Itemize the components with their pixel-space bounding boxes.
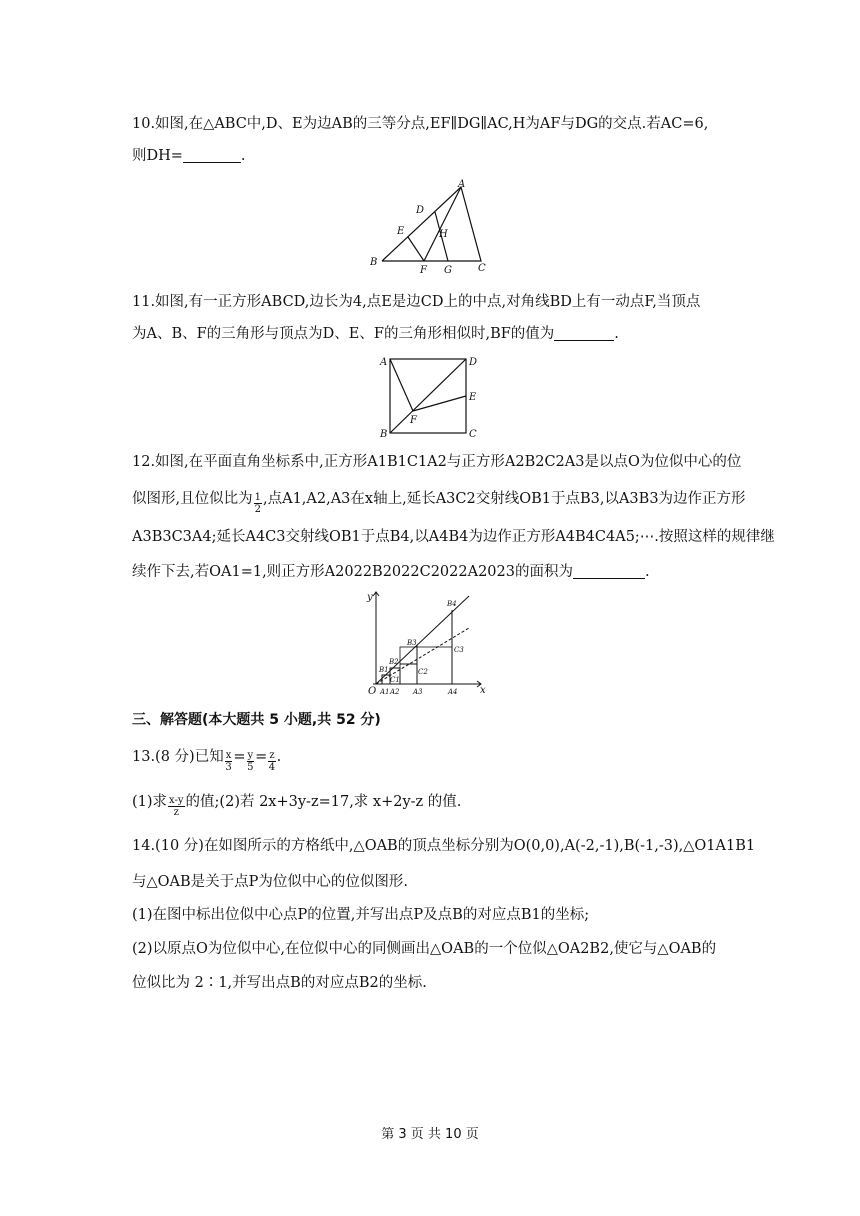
q12-label-y: y: [367, 592, 373, 603]
q12-label-x: x: [480, 685, 486, 696]
q12-line2-b: ,点A1,A2,A3在x轴上,延长A3C2交射线OB1于点B3,以A3B3为边作正方形: [262, 491, 746, 507]
q12-coordinate-figure: [365, 588, 495, 698]
q11-label-e: E: [469, 392, 477, 403]
q14-line2: 与△OAB是关于点P为位似中心的位似图形.: [132, 874, 409, 890]
q12-label-a1: A1: [380, 688, 390, 696]
q13-f4-num: x-y: [169, 795, 184, 806]
q13-f3-num: z: [269, 750, 275, 761]
q12-ratio-num: 1: [254, 492, 261, 503]
q13-line2: [132, 792, 461, 818]
q13-f2-num: y: [247, 750, 254, 761]
q11-label-a: A: [380, 357, 388, 368]
q12-label-c3: C3: [454, 646, 464, 654]
q12-ratio-den: 2: [254, 504, 261, 515]
q11-label-b: B: [380, 429, 388, 440]
q12-label-a3: A3: [413, 688, 423, 696]
section-title: 三、解答题(本大题共 5 小题,共 52 分): [132, 712, 381, 728]
q10-label-h: H: [439, 229, 448, 240]
q10-line2-end: .: [240, 148, 246, 164]
q13-eq1: =: [233, 749, 246, 765]
q10-label-e: E: [397, 226, 405, 237]
q13-fraction-x: [225, 750, 233, 773]
q13-fraction-z: [268, 750, 275, 773]
q10-line2-text: 则DH=: [132, 148, 183, 164]
q10-label-g: G: [444, 265, 452, 276]
q13-end: .: [276, 749, 282, 765]
q13-fraction-xyz: [168, 795, 185, 818]
q10-label-f: F: [420, 265, 427, 276]
q12-label-c2: C2: [418, 668, 428, 676]
q11-label-f: F: [410, 415, 417, 426]
q10-label-a: A: [458, 179, 466, 190]
q12-label-b3: B3: [407, 639, 417, 647]
q13-f1-num: x: [225, 750, 232, 761]
q11-line1: 11.如图,有一正方形ABCD,边长为4,点E是边CD上的中点,对角线BD上有一动点F,当顶点: [132, 294, 701, 310]
q12-line2: [132, 489, 746, 515]
q12-label-o: O: [368, 686, 377, 697]
q12-line4: [132, 562, 650, 582]
q12-label-b1: B1: [379, 666, 389, 674]
q13-eq2: =: [255, 749, 268, 765]
q10-line1: 10.如图,在△ABC中,D、E为边AB的三等分点,EF∥DG∥AC,H为AF与DG的交点.若AC=6,: [132, 116, 709, 132]
q12-label-b2: B2: [389, 658, 399, 666]
q12-line2-a: 似图形,且位似比为: [132, 491, 253, 507]
page-footer: 第 3 页 共 10 页: [381, 1127, 479, 1142]
q12-line4-text: 续作下去,若OA1=1,则正方形A2022B2022C2022A2023的面积为: [132, 564, 573, 580]
q12-label-b4: B4: [447, 600, 457, 608]
q14-line4: (2)以原点O为位似中心,在位似中心的同侧画出△OAB的一个位似△OA2B2,使它与△OAB的: [132, 941, 717, 957]
q13-p1-a: (1)求: [132, 794, 168, 810]
q12-label-a4: A4: [448, 688, 458, 696]
q13-f2-den: 5: [247, 762, 254, 773]
q11-answer-blank: [554, 326, 614, 341]
q13-p1-b: 的值;(2)若 2x+3y-z=17,求 x+2y-z 的值.: [185, 794, 462, 810]
q13-f3-den: 4: [268, 762, 276, 773]
q11-line2: [132, 324, 619, 344]
q12-line4-end: .: [644, 564, 650, 580]
q13-fraction-y: [247, 750, 255, 773]
q12-ratio-fraction: [254, 492, 262, 515]
q12-line3: A3B3C3A4;延长A4C3交射线OB1于点B4,以A4B4为边作正方形A4B4C4A5;⋯.按照这样的规律继: [132, 529, 775, 545]
q13-line1: [132, 747, 281, 773]
q10-answer-blank: [183, 148, 241, 163]
q10-triangle-figure: [366, 177, 496, 277]
q10-line2: [132, 146, 246, 166]
q12-label-c1: C1: [390, 676, 400, 684]
q10-label-c: C: [478, 263, 486, 274]
q13-f4-den: z: [173, 807, 179, 818]
q12-answer-blank: [573, 564, 645, 579]
q11-line2-end: .: [614, 326, 619, 342]
q11-line2-text: 为A、B、F的三角形与顶点为D、E、F的三角形相似时,BF的值为: [132, 326, 555, 342]
q12-line1: 12.如图,在平面直角坐标系中,正方形A1B1C1A2与正方形A2B2C2A3是以点O为位似中心的位: [132, 454, 742, 470]
q13-prefix: 13.(8 分)已知: [132, 749, 224, 765]
q13-f1-den: 3: [225, 762, 232, 773]
q14-line5: 位似比为 2∶1,并写出点B的对应点B2的坐标.: [132, 975, 427, 991]
q14-line1: 14.(10 分)在如图所示的方格纸中,△OAB的顶点坐标分别为O(0,0),A(-2,-1),B(-1,-3),△O1A1B1: [132, 838, 756, 854]
q10-label-b: B: [370, 257, 378, 268]
q14-line3: (1)在图中标出位似中心点P的位置,并写出点P及点B的对应点B1的坐标;: [132, 907, 590, 923]
q11-label-c: C: [469, 429, 477, 440]
q12-label-a2: A2: [390, 688, 400, 696]
q10-label-d: D: [416, 205, 425, 216]
q11-square-figure: [376, 355, 486, 441]
q11-label-d: D: [469, 357, 478, 368]
